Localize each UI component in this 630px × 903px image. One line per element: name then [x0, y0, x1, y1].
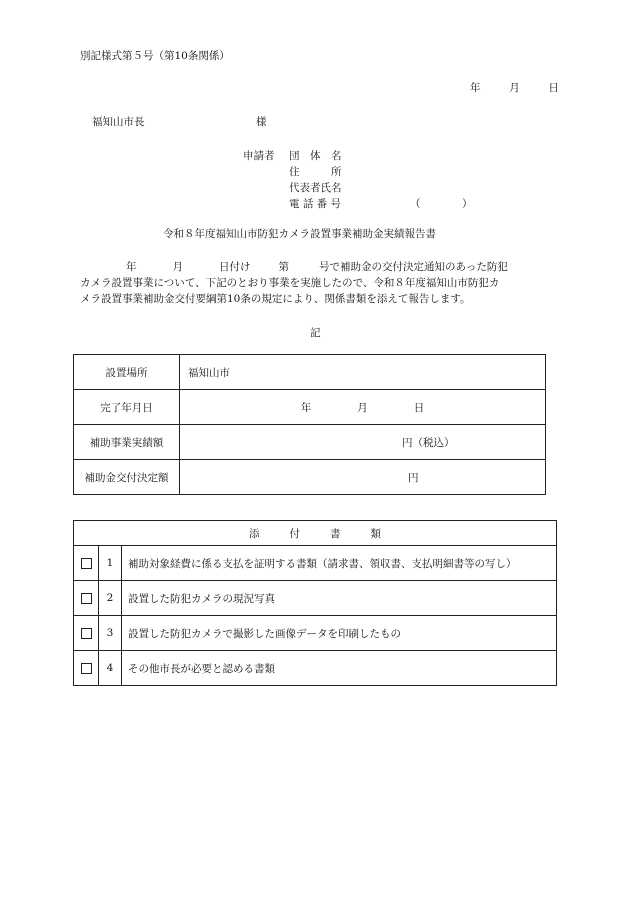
completion-label: 完了年月日 — [74, 390, 180, 425]
table-row — [74, 546, 557, 581]
location-label: 設置場所 — [74, 355, 180, 390]
checkbox-icon — [81, 663, 92, 674]
header-char: 付 — [289, 527, 300, 540]
attachments-table — [73, 520, 557, 686]
date-year: 年 — [470, 82, 481, 94]
body-line-1 — [80, 259, 508, 274]
checkbox-icon — [81, 593, 92, 604]
header-char: 添 — [249, 527, 260, 540]
body-year: 年 — [126, 261, 137, 273]
field-group-name: 団 体 名 — [289, 150, 342, 162]
completion-month: 月 — [357, 401, 368, 414]
details-table — [73, 354, 546, 495]
attachments-header-row — [74, 521, 557, 546]
phone-open-paren: （ — [410, 198, 421, 210]
date-day: 日 — [548, 82, 559, 94]
addressee-honorific: 様 — [256, 116, 267, 128]
table-row — [74, 581, 557, 616]
completion-value — [180, 390, 546, 425]
actual-amount-label: 補助事業実績額 — [74, 425, 180, 460]
date-line — [470, 80, 559, 95]
table-row — [74, 425, 546, 460]
attachment-1-text: 補助対象経費に係る支払を証明する書類（請求書、領収書、支払明細書等の写し） — [122, 546, 557, 581]
table-row — [74, 390, 546, 425]
ki-heading: 記 — [310, 327, 321, 339]
checkbox-icon — [81, 558, 92, 569]
attachment-2-checkbox[interactable] — [74, 581, 99, 616]
attachments-header — [74, 521, 557, 546]
completion-day: 日 — [413, 401, 425, 414]
attachment-3-checkbox[interactable] — [74, 616, 99, 651]
field-representative: 代表者氏名 — [289, 182, 342, 194]
attachment-1-checkbox[interactable] — [74, 546, 99, 581]
attachment-4-text: その他市長が必要と認める書類 — [122, 651, 557, 686]
table-row — [74, 460, 546, 495]
location-value: 福知山市 — [180, 355, 546, 390]
table-row — [74, 651, 557, 686]
attachment-4-checkbox[interactable] — [74, 651, 99, 686]
applicant-label: 申請者 — [243, 150, 275, 162]
attachment-2-text: 設置した防犯カメラの現況写真 — [122, 581, 557, 616]
form-reference: 別記様式第５号（第10条関係） — [80, 50, 230, 62]
body-line-2: カメラ設置事業について、下記のとおり事業を実施したので、令和８年度福知山市防犯カ — [80, 277, 500, 289]
body-date-suffix: 日付け — [219, 261, 251, 273]
header-char: 書 — [330, 527, 341, 540]
phone-close-paren: ） — [462, 198, 473, 210]
date-month: 月 — [509, 82, 520, 94]
checkbox-icon — [81, 628, 92, 639]
decision-amount-value — [180, 460, 546, 495]
completion-year: 年 — [300, 401, 312, 414]
decision-amount-label: 補助金交付決定額 — [74, 460, 180, 495]
actual-amount-value — [180, 425, 546, 460]
attachment-2-number: 2 — [99, 581, 122, 616]
attachment-3-text: 設置した防犯カメラで撮影した画像データを印刷したもの — [122, 616, 557, 651]
document-title: 令和８年度福知山市防犯カメラ設置事業補助金実績報告書 — [163, 228, 436, 240]
table-row — [74, 616, 557, 651]
actual-amount-text: 円（税込） — [402, 436, 455, 449]
header-char: 類 — [370, 527, 381, 540]
body-line-3: メラ設置事業補助金交付要綱第10条の規定により、関係書類を添えて報告します。 — [80, 293, 471, 305]
attachment-3-number: 3 — [99, 616, 122, 651]
field-address: 住 所 — [289, 166, 342, 178]
addressee-name: 福知山市長 — [92, 116, 145, 128]
attachment-1-number: 1 — [99, 546, 122, 581]
body-month: 月 — [172, 261, 183, 273]
table-row — [74, 355, 546, 390]
decision-amount-text: 円 — [408, 471, 419, 484]
attachment-4-number: 4 — [99, 651, 122, 686]
body-go: 号で補助金の交付決定通知のあった防犯 — [319, 261, 508, 273]
body-dai: 第 — [278, 261, 289, 273]
field-phone: 電 話 番 号 — [289, 198, 342, 210]
